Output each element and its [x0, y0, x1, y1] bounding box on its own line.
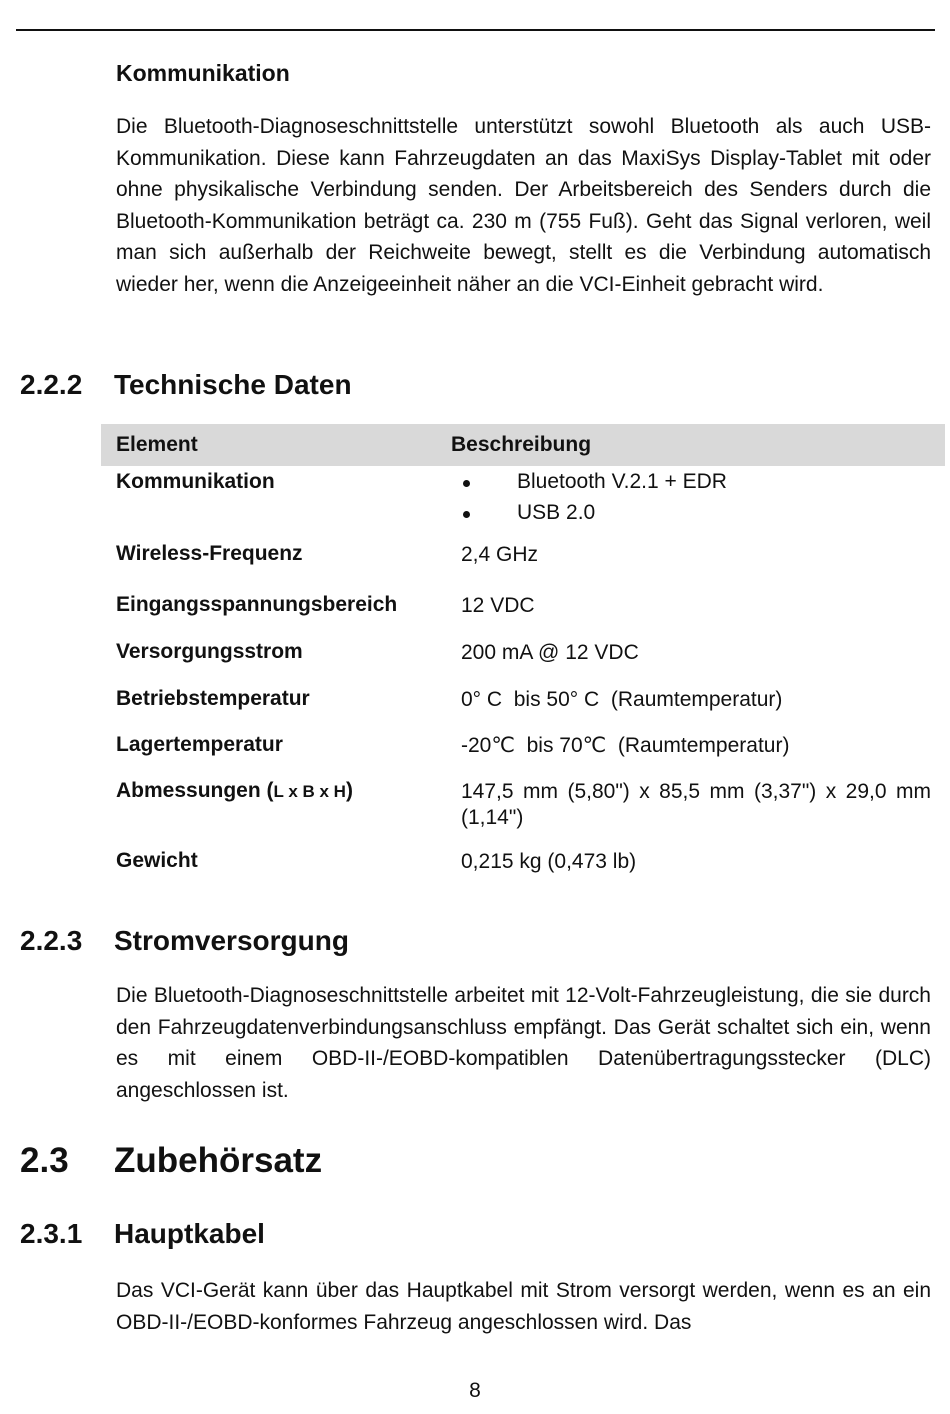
table-cell-label: Betriebstemperatur — [116, 687, 310, 710]
page-number: 8 — [469, 1379, 481, 1402]
table-row-storage-temperature — [101, 729, 945, 775]
section-number: 2.2.2 — [20, 369, 83, 400]
section-title: Zubehörsatz — [114, 1141, 323, 1180]
section-title: Stromversorgung — [114, 925, 349, 956]
table-cell-label: Versorgungsstrom — [116, 640, 303, 663]
table-cell-value: 2,4 GHz — [461, 543, 539, 566]
section-title: Technische Daten — [114, 369, 352, 400]
table-row-dimensions — [101, 775, 945, 845]
communication-list — [461, 466, 931, 528]
table-cell-label: Lagertemperatur — [116, 733, 283, 756]
section-heading-2-2-3 — [20, 925, 349, 957]
table-header-row — [101, 424, 945, 466]
table-cell-value: 12 VDC — [461, 594, 535, 617]
section-title: Hauptkabel — [114, 1218, 265, 1249]
section-number: 2.3.1 — [20, 1218, 83, 1249]
paragraph-stromversorgung: Die Bluetooth-Diagnoseschnittstelle arbeitet mit 12-Volt-Fahrzeugleistung, die sie durch den Fahrzeugdatenverbindungsanschluss empfängt. Das Gerät schaltet sich ein, wenn es mit einem OBD-II-/EOBD-kompatiblen Datenübertragungsstecker (DLC) angeschlossen ist. — [116, 984, 931, 1102]
table-header-description: Beschreibung — [446, 424, 945, 466]
bullet-icon — [463, 480, 470, 487]
table-cell-value: 147,5 mm (5,80") x 85,5 mm (3,37") x 29,0 mm (1,14") — [461, 780, 931, 829]
table-row-voltage — [101, 589, 945, 636]
table-row-current — [101, 636, 945, 683]
table-cell-value: 200 mA @ 12 VDC — [461, 641, 639, 664]
list-item: Bluetooth V.2.1 + EDR — [461, 466, 931, 497]
section-heading-2-2-2 — [20, 369, 352, 401]
table-cell-label: Kommunikation — [116, 470, 275, 493]
section-number: 2.2.3 — [20, 925, 83, 956]
section-heading-2-3-1 — [20, 1218, 265, 1250]
paragraph-kommunikation: Die Bluetooth-Diagnoseschnittstelle unterstützt sowohl Bluetooth als auch USB-Kommunikation. Diese kann Fahrzeugdaten an das MaxiSys Display-Tablet mit oder ohne physikalische Verbindung senden. Der Arbeitsbereich des Senders durch die Bluetooth-Kommunikation beträgt ca. 230 m (755 Fuß). Geht das Signal verloren, weil man sich außerhalb der Reichweite bewegt, stellt es die Verbindung automatisch wieder her, wenn die Anzeigeeinheit näher an die VCI-Einheit gebracht wird. — [116, 115, 931, 296]
subheading-kommunikation: Kommunikation — [116, 60, 290, 86]
table-cell-label: Eingangsspannungsbereich — [116, 593, 398, 616]
technical-data-table — [101, 424, 945, 891]
table-row-weight — [101, 845, 945, 891]
section-heading-2-3 — [20, 1141, 323, 1181]
table-cell-value: 0° C bis 50° C (Raumtemperatur) — [461, 688, 783, 711]
table-header-element: Element — [101, 424, 446, 466]
table-row-operating-temperature — [101, 683, 945, 729]
table-cell-label: Wireless-Frequenz — [116, 542, 303, 565]
table-cell-value — [446, 466, 945, 538]
table-cell-label: Gewicht — [116, 849, 198, 872]
table-row-wireless — [101, 538, 945, 589]
table-row-communication — [101, 466, 945, 538]
list-item: USB 2.0 — [461, 497, 931, 528]
paragraph-hauptkabel: Das VCI-Gerät kann über das Hauptkabel mit Strom versorgt werden, wenn es an ein OBD-II-/EOBD-konformes Fahrzeug angeschlossen wird. Das — [116, 1279, 931, 1334]
section-number: 2.3 — [20, 1141, 69, 1180]
table-cell-label: Abmessungen (L x B x H) — [116, 779, 353, 802]
table-cell-value: -20℃ bis 70℃ (Raumtemperatur) — [461, 734, 790, 757]
table-cell-value: 0,215 kg (0,473 lb) — [461, 850, 637, 873]
header-rule — [16, 29, 935, 31]
bullet-icon — [463, 511, 470, 518]
